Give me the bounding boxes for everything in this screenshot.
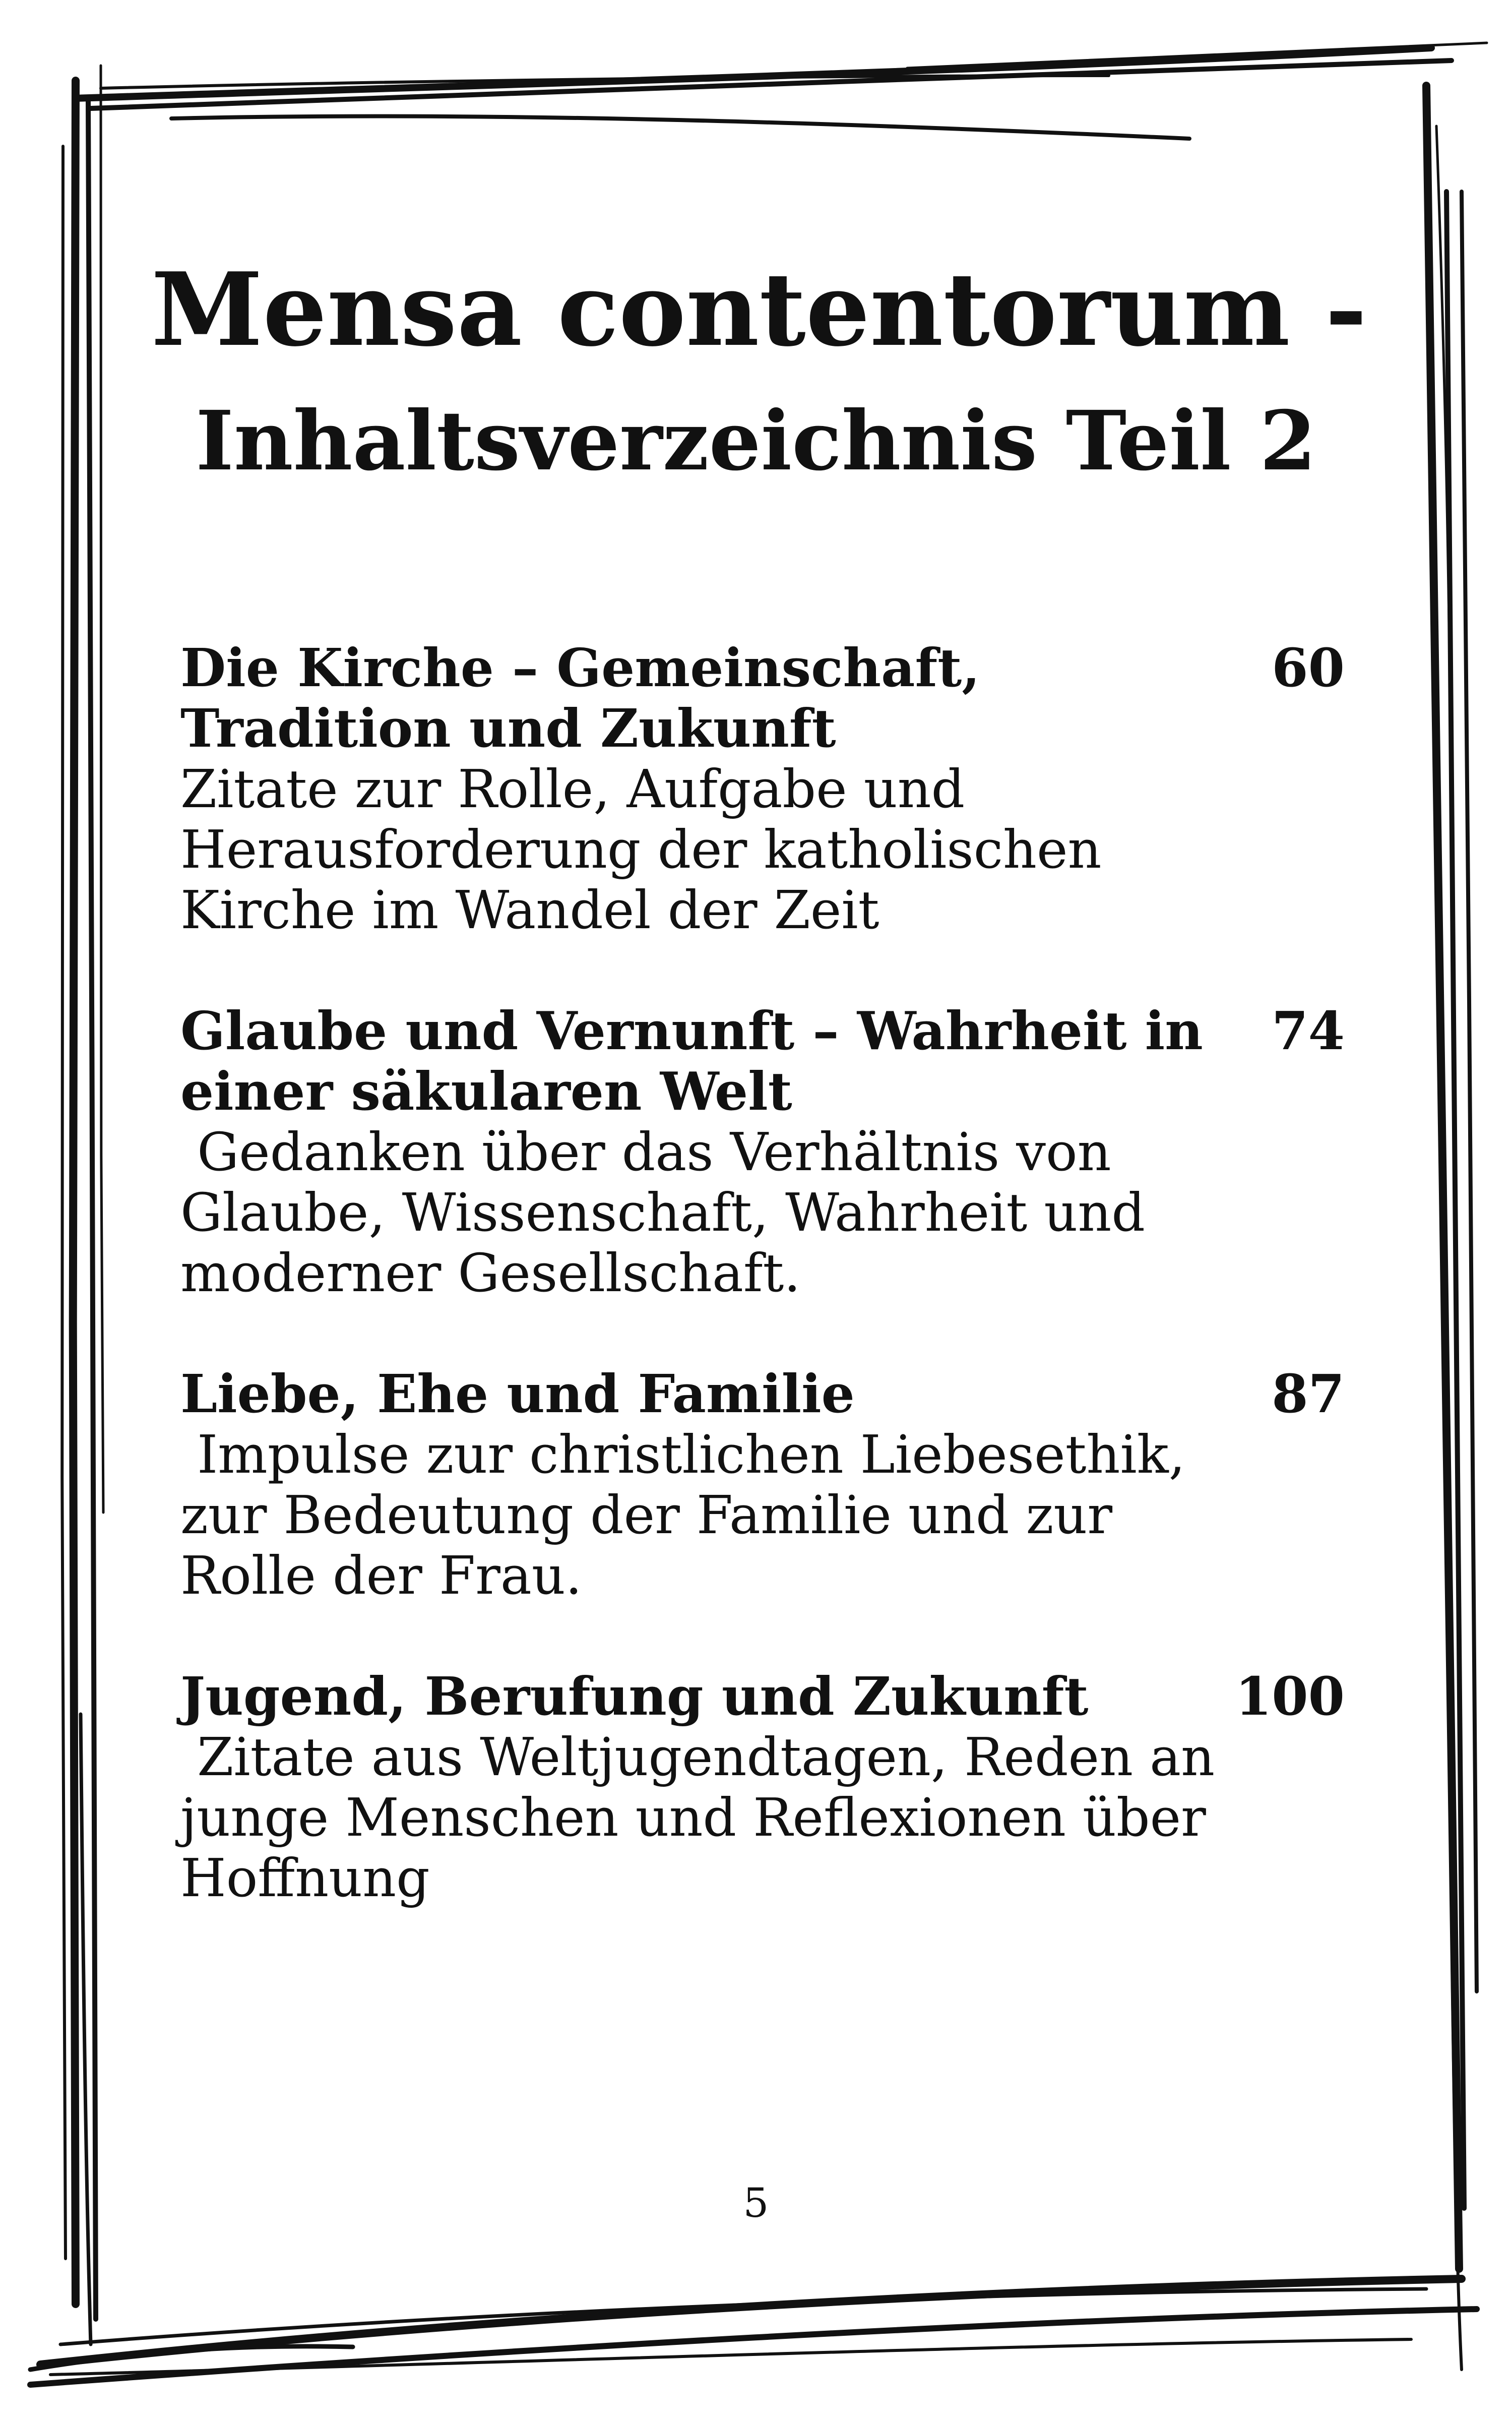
frame-left-stroke: [81, 1714, 91, 2344]
frame-left-stroke: [101, 66, 103, 1512]
frame-left-stroke: [88, 101, 96, 2319]
toc-entry-heading: Glaube und Vernunft – Wahrheit in einer säkularen Welt: [180, 1000, 1203, 1122]
frame-left-stroke: [73, 81, 76, 2304]
toc-entry-description: Gedanken über das Verhältnis von Glaube, Wissenschaft, Wahrheit und moderner Gesellschaft.: [180, 1121, 1162, 1304]
toc-entry: [180, 1364, 1370, 1606]
toc-entry-description: Impulse zur christlichen Liebesethik, zur Bedeutung der Familie und zur Rolle der Frau.: [180, 1424, 1202, 1606]
toc-entry-heading: Die Kirche – Gemeinschaft, Tradition und Zukunft: [180, 637, 980, 759]
toc-entry: [180, 638, 1370, 940]
frame-top-stroke: [76, 48, 1431, 98]
toc-entry-page-number: 74: [1272, 1000, 1345, 1062]
toc-entry: [180, 1666, 1370, 1908]
page-subtitle: Inhaltsverzeichnis Teil 2: [196, 393, 1316, 489]
toc-entry-heading: Jugend, Berufung und Zukunft: [180, 1665, 1089, 1727]
frame-top-stroke: [171, 116, 1189, 139]
page-title: Mensa contentorum -: [151, 251, 1367, 369]
toc-entry-heading: Liebe, Ehe und Familie: [180, 1363, 855, 1425]
frame-left-stroke: [61, 146, 66, 2259]
page-number: 5: [743, 2180, 769, 2226]
toc-entry-page-number: 87: [1272, 1363, 1345, 1425]
frame-right-stroke: [1462, 192, 1477, 1991]
toc-entry-page-number: 60: [1272, 637, 1345, 699]
toc-entry: [180, 1001, 1370, 1303]
toc-entry-description: Zitate zur Rolle, Aufgabe und Herausforderung der katholischen Kirche im Wandel der Zeit: [180, 758, 1118, 941]
toc-entry-page-number: 100: [1235, 1665, 1345, 1727]
toc-entry-description: Zitate aus Weltjugendtagen, Reden an junge Menschen und Reflexionen über Hoffnung: [180, 1726, 1232, 1909]
